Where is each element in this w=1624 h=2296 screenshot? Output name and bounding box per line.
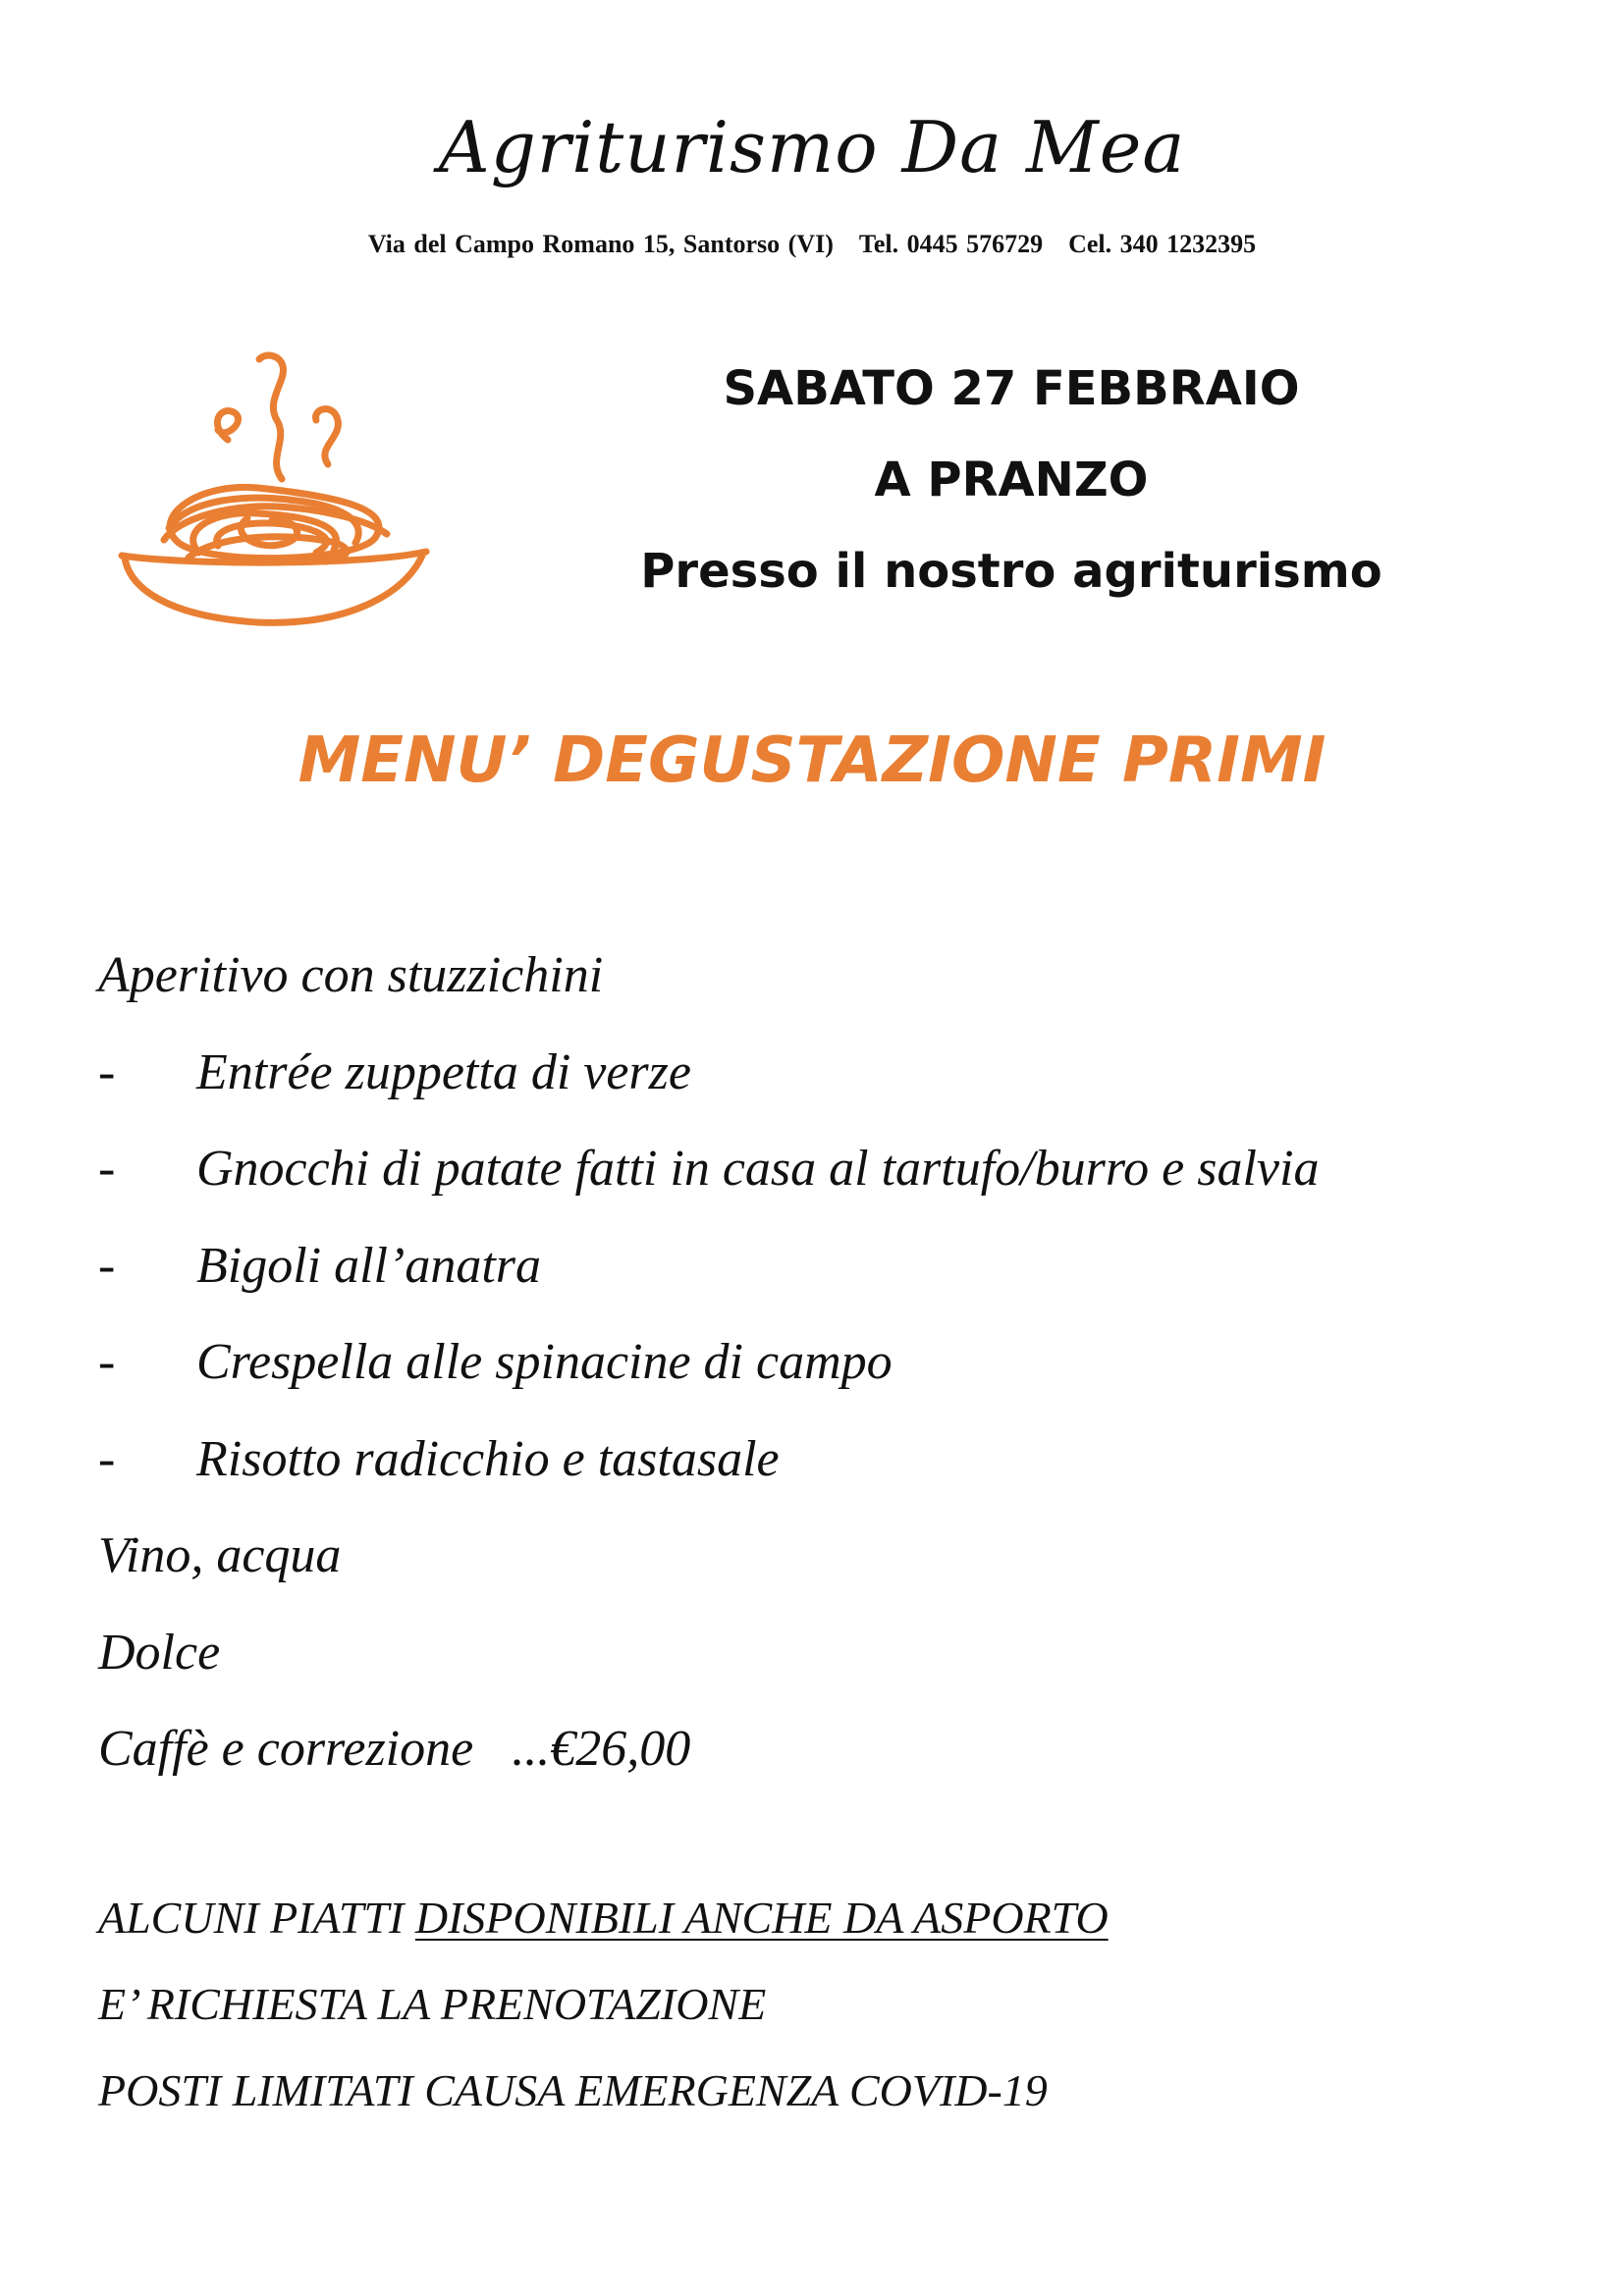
event-place: Presso il nostro agriturismo bbox=[640, 544, 1382, 599]
notes-block bbox=[98, 1875, 1571, 2134]
menu-extra: Vino, acqua bbox=[98, 1527, 342, 1583]
course-item bbox=[98, 1025, 1571, 1122]
menu-coffee-price bbox=[98, 1701, 1571, 1798]
course-label: Bigoli all’anatra bbox=[196, 1237, 541, 1294]
list-dash: - bbox=[98, 1237, 116, 1294]
restaurant-title: Agriturismo Da Mea bbox=[438, 106, 1186, 188]
price-label: ...€26,00 bbox=[512, 1721, 691, 1777]
note-takeaway bbox=[98, 1875, 1571, 1961]
list-dash: - bbox=[98, 1334, 116, 1390]
list-dash: - bbox=[98, 1043, 116, 1100]
note-takeaway-prefix: ALCUNI PIATTI bbox=[98, 1893, 415, 1943]
menu-extra: Dolce bbox=[98, 1624, 221, 1681]
steam-left bbox=[217, 411, 238, 440]
course-item bbox=[98, 1314, 1571, 1412]
note-covid: POSTI LIMITATI CAUSA EMERGENZA COVID-19 bbox=[98, 2065, 1048, 2115]
course-item bbox=[98, 1218, 1571, 1315]
menu-title: MENU’ DEGUSTAZIONE PRIMI bbox=[298, 724, 1326, 797]
course-label: Gnocchi di patate fatti in casa al tartufo/burro e salvia bbox=[196, 1141, 1320, 1197]
course-item bbox=[98, 1412, 1571, 1509]
note-takeaway-underlined: DISPONIBILI ANCHE DA ASPORTO bbox=[414, 1893, 1109, 1943]
course-label: Crespella alle spinacine di campo bbox=[196, 1334, 893, 1390]
steam-right bbox=[316, 409, 339, 464]
event-meal: A PRANZO bbox=[874, 453, 1149, 507]
coffee-label: Caffè e correzione bbox=[98, 1721, 474, 1777]
contact-line bbox=[0, 228, 1624, 261]
event-info bbox=[511, 344, 1512, 617]
event-date: SABATO 27 FEBBRAIO bbox=[723, 361, 1300, 416]
course-item bbox=[98, 1121, 1571, 1218]
course-label: Entrée zuppetta di verze bbox=[196, 1043, 691, 1100]
note-reservation: E’ RICHIESTA LA PRENOTAZIONE bbox=[98, 1979, 767, 2029]
spaghetti-bowl-icon bbox=[110, 332, 434, 636]
list-dash: - bbox=[98, 1430, 116, 1487]
menu-intro: Aperitivo con stuzzichini bbox=[98, 947, 604, 1003]
phone-text: Tel. 0445 576729 bbox=[858, 230, 1044, 258]
steam-middle bbox=[259, 355, 283, 479]
menu-list bbox=[98, 928, 1571, 1798]
course-label: Risotto radicchio e tastasale bbox=[196, 1430, 780, 1487]
list-dash: - bbox=[98, 1141, 116, 1197]
cell-text: Cel. 340 1232395 bbox=[1068, 230, 1257, 258]
address-text: Via del Campo Romano 15, Santorso (VI) bbox=[367, 230, 834, 258]
